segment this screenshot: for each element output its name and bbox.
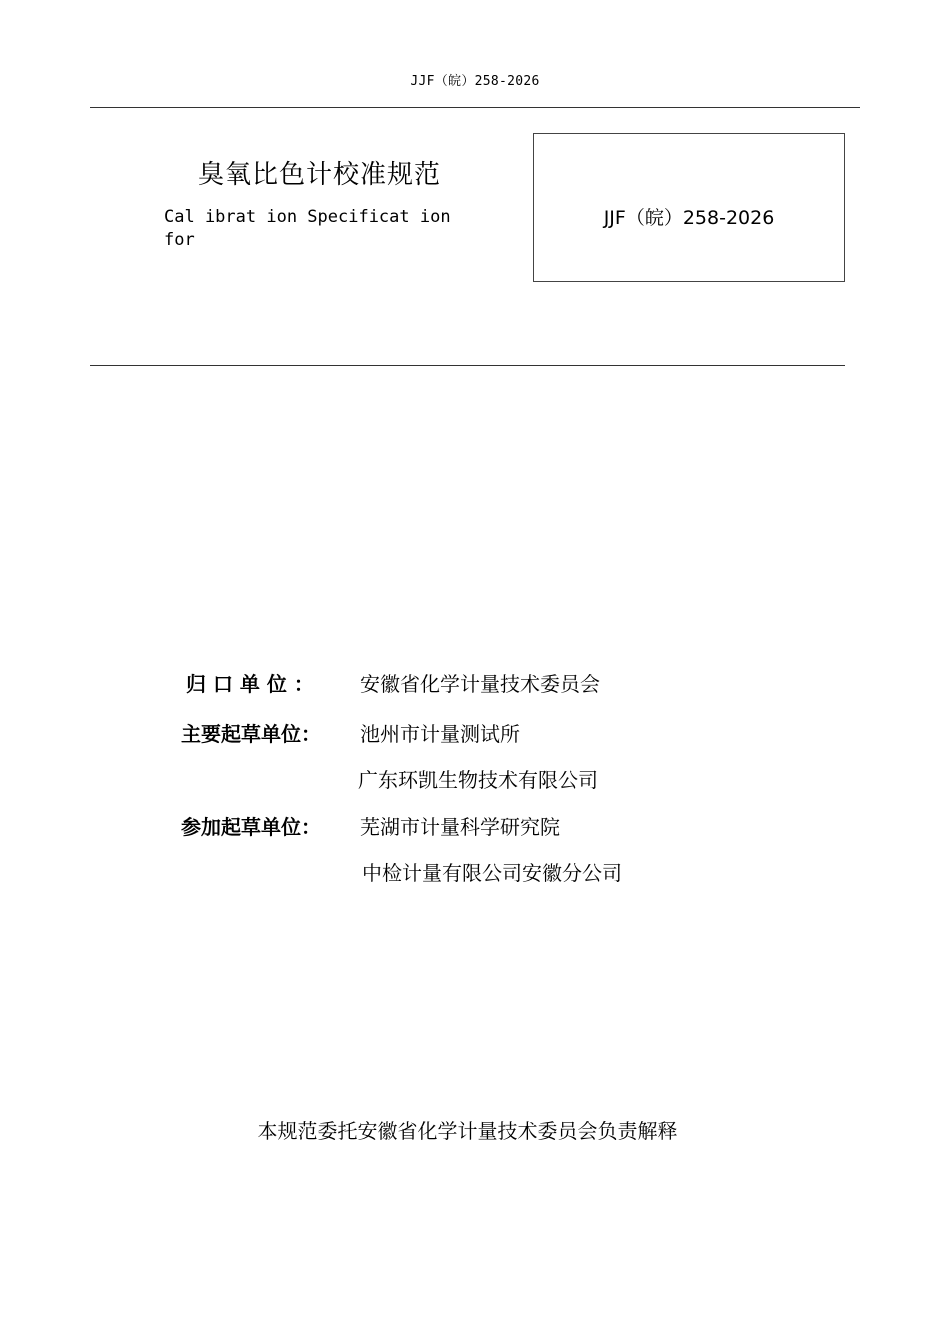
participating-drafter-label: 参加起草单位： <box>181 815 321 839</box>
standard-code: JJF（皖）258-2026 <box>603 207 775 229</box>
title-english: Cal ibrat ion Specificat ion for <box>164 207 451 250</box>
main-drafter-2: 广东环凯生物技术有限公司 <box>358 768 598 792</box>
header-divider <box>90 107 860 108</box>
main-drafter-1: 池州市计量测试所 <box>360 722 520 746</box>
standard-code-box <box>533 133 845 282</box>
main-drafter-label: 主要起草单位： <box>181 722 321 746</box>
participating-drafter-1: 芜湖市计量科学研究院 <box>360 815 560 839</box>
title-divider <box>90 365 845 366</box>
title-chinese: 臭氧比色计校准规范 <box>198 160 442 190</box>
centralized-unit-label: 归 口 单 位 ： <box>186 672 314 696</box>
centralized-unit-value: 安徽省化学计量技术委员会 <box>360 672 600 696</box>
participating-drafter-2: 中检计量有限公司安徽分公司 <box>362 861 622 885</box>
interpretation-note: 本规范委托安徽省化学计量技术委员会负责解释 <box>257 1119 678 1143</box>
header-standard-code: JJF（皖）258-2026 <box>410 74 540 89</box>
